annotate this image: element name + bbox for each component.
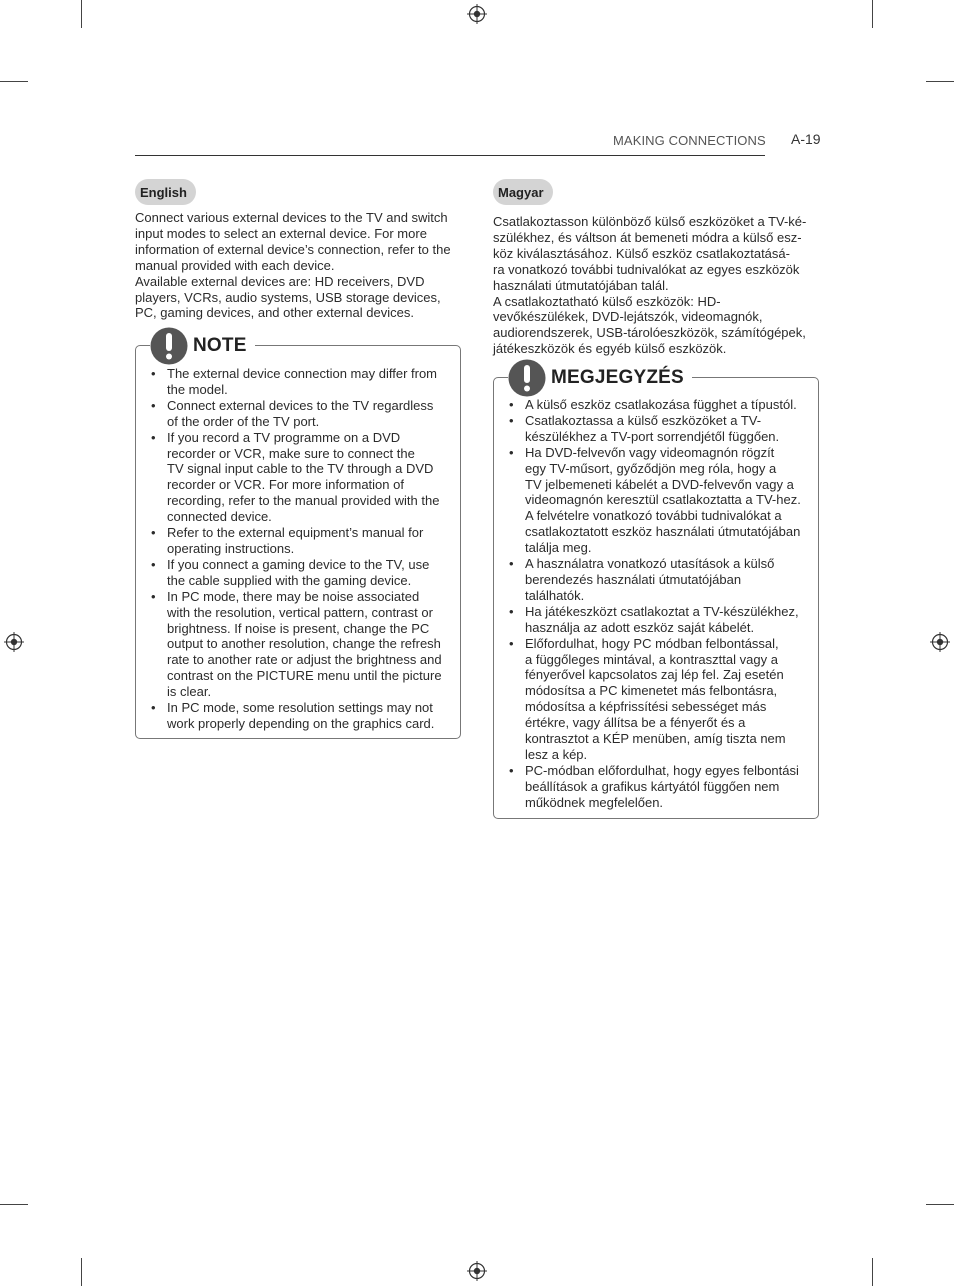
list-item: • The external device connection may differ from the model. bbox=[151, 366, 438, 397]
intro-line: ra vonatkozó további tudnivalókat az egyes eszközök bbox=[493, 261, 800, 277]
note-header bbox=[150, 327, 255, 365]
list-item: • Connect external devices to the TV regardless of the order of the TV port. bbox=[151, 397, 434, 429]
list-item: • If you connect a gaming device to the TV, use the cable supplied with the gaming device. bbox=[151, 556, 430, 588]
note-title: NOTE bbox=[193, 335, 247, 356]
intro-line: játékeszközök és egyéb külső eszközök. bbox=[493, 341, 727, 357]
crop-mark-bottom-left-h bbox=[0, 1204, 28, 1205]
intro-line: information of external device’s connection, refer to the bbox=[135, 241, 451, 257]
english-column bbox=[135, 179, 461, 321]
crop-mark-top-right-h bbox=[926, 81, 954, 82]
registration-mark-top bbox=[467, 4, 487, 24]
note-box-magyar bbox=[493, 367, 819, 819]
registration-mark-bottom bbox=[467, 1261, 487, 1281]
language-label-english: English bbox=[135, 179, 196, 205]
page-number: A-19 bbox=[791, 131, 821, 147]
magyar-intro bbox=[493, 214, 819, 357]
section-title: MAKING CONNECTIONS bbox=[613, 133, 766, 148]
registration-mark-left bbox=[4, 632, 24, 652]
list-item: • A külső eszköz csatlakozása függhet a típustól. bbox=[509, 397, 797, 412]
note-box-english bbox=[135, 335, 461, 739]
list-item: • Csatlakoztassa a külső eszközöket a TV- készülékhez a TV-port sorrendjétől függően. bbox=[509, 412, 780, 444]
intro-line: vevőkészülékek, DVD-lejátszók, videomagnók, bbox=[493, 309, 763, 325]
crop-mark-bottom-right-h bbox=[926, 1204, 954, 1205]
language-label-magyar: Magyar bbox=[493, 179, 553, 205]
crop-mark-top-left-v bbox=[81, 0, 82, 28]
note-title: MEGJEGYZÉS bbox=[551, 367, 684, 388]
intro-line: audiorendszerek, USB-tárolóeszközök, számítógépek, bbox=[493, 325, 806, 341]
note-header bbox=[508, 359, 692, 397]
intro-line: szülékhez, és váltson át bemeneti módra a külső esz- bbox=[493, 229, 802, 245]
intro-line: Csatlakoztasson különböző külső eszközöket a TV-ké- bbox=[493, 214, 807, 229]
exclamation-icon bbox=[508, 359, 546, 397]
magyar-column bbox=[493, 179, 819, 357]
list-item: • Ha DVD-felvevőn vagy videomagnón rögzít egy TV-műsort, győződjön meg róla, hogy a TV jelbemeneti kábelét a DVD-felvevőn vagy a videomagnón keresztül csatlakoztatta a TV-hez. A felvételre vonatkozó további tudnivalókat a csatlakoztatott eszköz használati útmutatójában találja meg. bbox=[509, 444, 801, 556]
note-list bbox=[136, 366, 460, 732]
crop-mark-bottom-left-v bbox=[81, 1258, 82, 1286]
list-item: • PC-módban előfordulhat, hogy egyes felbontási beállítások a grafikus kártyától függően nem működnek megfelelően. bbox=[509, 762, 799, 810]
intro-line: input modes to select an external device. For more bbox=[135, 225, 427, 241]
intro-line: players, VCRs, audio systems, USB storage devices, bbox=[135, 289, 441, 305]
intro-line: használati útmutatójában talál. bbox=[493, 277, 669, 293]
list-item: • In PC mode, some resolution settings may not work properly depending on the graphics card. bbox=[151, 700, 435, 731]
intro-line: PC, gaming devices, and other external devices. bbox=[135, 305, 414, 321]
intro-line: köz kiválasztásához. Külső eszköz csatlakoztatásá- bbox=[493, 245, 790, 261]
intro-line: Connect various external devices to the TV and switch bbox=[135, 210, 448, 225]
note-list bbox=[494, 397, 818, 811]
registration-mark-right bbox=[930, 632, 950, 652]
crop-mark-top-left-h bbox=[0, 81, 28, 82]
crop-mark-bottom-right-v bbox=[872, 1258, 873, 1286]
header-divider bbox=[135, 155, 765, 156]
list-item: • In PC mode, there may be noise associated with the resolution, vertical pattern, contrast or brightness. If noise is present, change the PC output to another resolution, change the refresh rate to another rate or adjust the brightness and contrast on the PICTURE menu until the picture is clear. bbox=[151, 588, 442, 700]
exclamation-icon bbox=[150, 327, 188, 365]
crop-mark-top-right-v bbox=[872, 0, 873, 28]
list-item: • Ha játékeszközt csatlakoztat a TV-készülékhez, használja az adott eszköz saját kábelét. bbox=[509, 603, 799, 635]
list-item: • If you record a TV programme on a DVD recorder or VCR, make sure to connect the TV signal input cable to the TV through a DVD recorder or VCR. For more information of recording, refer to the manual provided with the connected device. bbox=[151, 429, 440, 525]
intro-line: manual provided with each device. bbox=[135, 257, 335, 273]
list-item: • A használatra vonatkozó utasítások a külső berendezés használati útmutatójában találhatók. bbox=[509, 556, 775, 603]
intro-line: Available external devices are: HD receivers, DVD bbox=[135, 273, 425, 289]
intro-line: A csatlakoztatható külső eszközök: HD- bbox=[493, 293, 721, 309]
list-item: • Előfordulhat, hogy PC módban felbontással, a függőleges mintával, a kontraszttal vagy a fényerővel kapcsolatos zaj lép fel. Zaj esetén módosítsa a PC kimenetet más felbontásra, módosítsa a képfrissítési sebességet más értékre, vagy állítsa be a fényerőt és a kontrasztot a KÉP menüben, amíg tiszta nem lesz a kép. bbox=[509, 635, 786, 762]
english-intro bbox=[135, 210, 461, 321]
list-item: • Refer to the external equipment’s manual for operating instructions. bbox=[151, 525, 424, 556]
